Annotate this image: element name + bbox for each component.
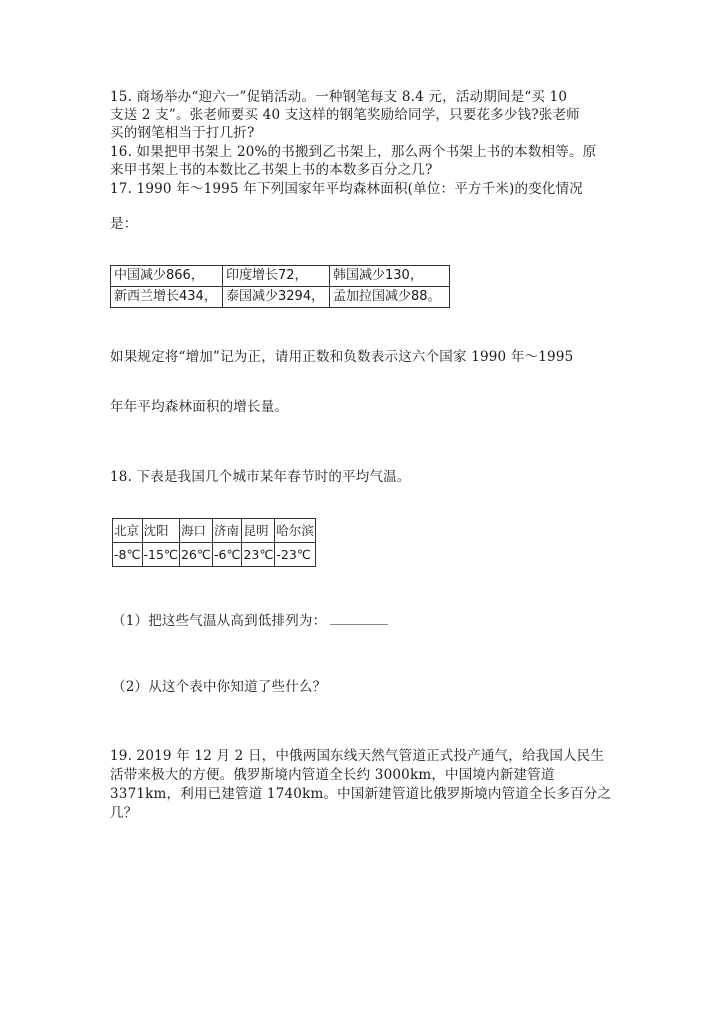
table-cell: 哈尔滨 — [275, 519, 316, 543]
table-cell: 26℃ — [179, 543, 212, 567]
answer-blank[interactable] — [330, 612, 388, 625]
q17-after-line-2: 年年平均森林面积的增长量。 — [110, 399, 289, 415]
q15-line-1: 15. 商场举办“迎六一”促销活动。一种钢笔每支 8.4 元，活动期间是“买 10 — [110, 89, 568, 105]
table-row-cities — [113, 519, 316, 543]
table-cell: -15℃ — [142, 543, 179, 567]
q17-after-line-1: 如果规定将“增加”记为正，请用正数和负数表示这六个国家 1990 年～1995 — [110, 349, 574, 365]
q18-sub2: （2）从这个表中你知道了些什么？ — [112, 679, 327, 695]
table-cell: 济南 — [212, 519, 242, 543]
q19-line-3: 3371km，利用已建管道 1740km。中国新建管道比俄罗斯境内管道全长多百分之 — [110, 786, 612, 802]
q16-line-2: 来甲书架上书的本数比乙书架上书的本数多百分之几? — [110, 162, 433, 178]
table-cell: 沈阳 — [142, 519, 179, 543]
q17-line-1: 17. 1990 年～1995 年下列国家年平均森林面积(单位：平方千米)的变化情况 — [110, 181, 583, 197]
table-cell: 昆明 — [242, 519, 275, 543]
table-cell: 海口 — [179, 519, 212, 543]
q16-line-1: 16. 如果把甲书架上 20%的书搬到乙书架上，那么两个书架上书的本数相等。原 — [110, 144, 597, 160]
q17-line-2: 是： — [110, 216, 138, 232]
q19-line-4: 几？ — [110, 805, 138, 821]
q18-sub1-text: （1）把这些气温从高到低排列为： — [112, 613, 327, 629]
q19-line-1: 19. 2019 年 12 月 2 日，中俄两国东线天然气管道正式投产通气，给我国人民生 — [110, 748, 605, 764]
table-cell: -6℃ — [212, 543, 242, 567]
q18-intro: 18. 下表是我国几个城市某年春节时的平均气温。 — [110, 469, 411, 485]
forest-change-table — [110, 265, 450, 308]
q15-line-2: 支送 2 支”。张老师要买 40 支这样的钢笔奖励给同学，只要花多少钱?张老师 — [110, 107, 580, 123]
table-cell: 新西兰增长434， — [111, 287, 223, 308]
q19-line-2: 活带来极大的方便。俄罗斯境内管道全长约 3000km，中国境内新建管道 — [110, 767, 555, 783]
q18-sub1 — [112, 612, 388, 630]
table-cell: 泰国减少3294， — [223, 287, 330, 308]
table-cell: 印度增长72， — [223, 266, 330, 287]
city-temperature-table — [112, 518, 316, 567]
table-cell: -23℃ — [275, 543, 316, 567]
table-cell: 韩国减少130， — [330, 266, 450, 287]
table-cell: 北京 — [113, 519, 143, 543]
table-cell: -8℃ — [113, 543, 143, 567]
table-row — [111, 266, 450, 287]
table-cell: 23℃ — [242, 543, 275, 567]
q15-line-3: 买的钢笔相当于打几折? — [110, 125, 255, 141]
table-cell: 中国减少866， — [111, 266, 223, 287]
table-row-temps — [113, 543, 316, 567]
table-cell: 孟加拉国减少88。 — [330, 287, 450, 308]
table-row — [111, 287, 450, 308]
